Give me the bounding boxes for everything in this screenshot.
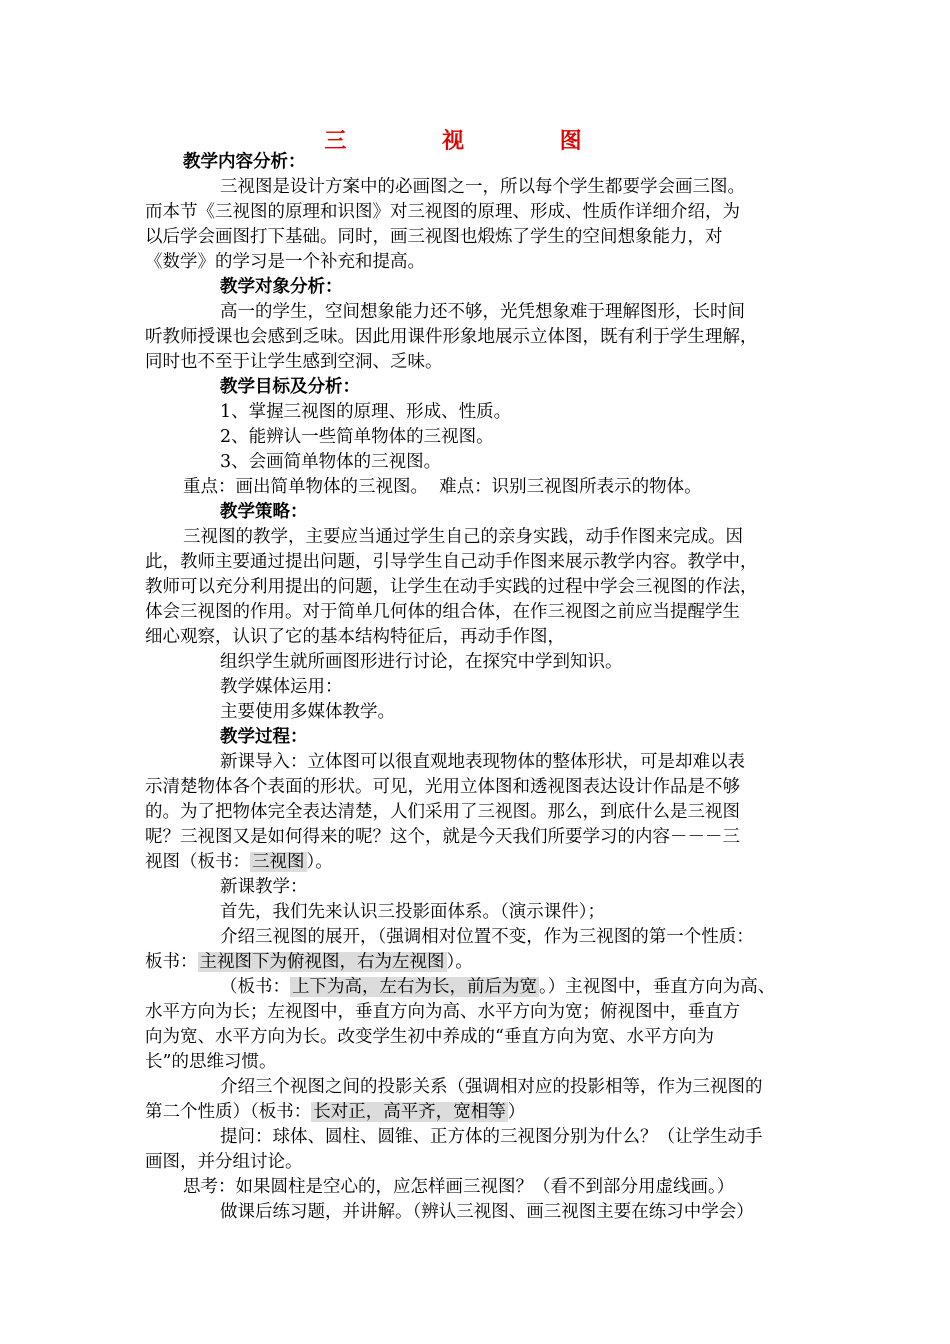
highlighted-text: 三视图 <box>252 852 305 872</box>
paragraph-line: 思考：如果圆柱是空心的，应怎样画三视图？（看不到部分用虚线画。） <box>183 1177 735 1197</box>
paragraph-line: 三视图的教学，主要应当通过学生自己的亲身实践，动手作图来完成。因 <box>183 527 743 547</box>
heading-object-analysis: 教学对象分析： <box>220 277 343 297</box>
paragraph-line: 《数学》的学习是一个补充和提高。 <box>145 252 425 272</box>
paragraph-line: 的。为了把物体完全表达清楚，人们采用了三视图。那么，到底什么是三视图 <box>145 802 740 822</box>
paragraph-line: 介绍三视图的展开，（强调相对位置不变，作为三视图的第一个性质： <box>220 927 754 947</box>
heading-process: 教学过程： <box>220 727 308 747</box>
heading-strategy: 教学策略： <box>220 502 308 522</box>
text-run: ）。 <box>446 952 473 972</box>
paragraph-line: 新课导入：立体图可以很直观地表现物体的整体形状，可是却难以表 <box>220 752 745 772</box>
paragraph-line: 教师可以充分利用提出的问题，让学生在动手实践的过程中学会三视图的作法， <box>145 577 758 597</box>
highlighted-text: 上下为高，左右为长，前后为宽 <box>292 977 537 997</box>
highlighted-text: 长对正，高平齐，宽相等 <box>313 1102 506 1122</box>
paragraph-line: 组织学生就所画图形进行讨论，在探究中学到知识。 <box>220 652 623 672</box>
paragraph-line: 听教师授课也会感到乏味。因此用课件形象地展示立体图，既有利于学生理解， <box>145 327 758 347</box>
paragraph-line: 做课后练习题，并讲解。（辨认三视图、画三视图主要在练习中学会） <box>220 1202 754 1222</box>
text-run: ） <box>507 1102 526 1122</box>
key-points: 重点：画出简单物体的三视图。 难点：识别三视图所表示的物体。 <box>183 477 702 497</box>
paragraph-line: 长”的思维习惯。 <box>145 1052 277 1072</box>
paragraph-line: 示清楚物体各个表面的形状。可见，光用立体图和透视图表达设计作品是不够 <box>145 777 740 797</box>
paragraph-line <box>220 975 880 1000</box>
paragraph-line: 画图，并分组讨论。 <box>145 1152 303 1172</box>
paragraph-line: 体会三视图的作用。对于简单几何体的组合体，在作三视图之前应当提醒学生 <box>145 602 740 622</box>
text-run: 板书： <box>145 952 198 972</box>
paragraph-line: 提问：球体、圆柱、圆锥、正方体的三视图分别为什么？（让学生动手 <box>220 1127 763 1147</box>
paragraph-line: 首先，我们先来认识三投影面体系。（演示课件）； <box>220 902 605 922</box>
paragraph-line: 水平方向为长；左视图中，垂直方向为高、水平方向为宽；俯视图中，垂直方 <box>145 1002 740 1022</box>
heading-content-analysis: 教学内容分析： <box>183 152 306 172</box>
highlighted-text: 主视图下为俯视图，右为左视图 <box>199 952 445 972</box>
list-item: 1、掌握三视图的原理、形成、性质。 <box>220 402 512 422</box>
title-text: 三 视 图 <box>324 128 626 154</box>
paragraph-line <box>145 1100 805 1125</box>
list-item: 2、能辨认一些简单物体的三视图。 <box>220 427 494 447</box>
paragraph-line: 高一的学生，空间想象能力还不够，光凭想象难于理解图形，长时间 <box>220 302 745 322</box>
paragraph-line: 介绍三个视图之间的投影关系（强调相对应的投影相等，作为三视图的 <box>220 1077 763 1097</box>
text-run: 第二个性质）（板书： <box>145 1102 312 1122</box>
media-heading: 教学媒体运用： <box>220 677 343 697</box>
paragraph-line: 同时也不至于让学生感到空洞、乏味。 <box>145 352 443 372</box>
media-text: 主要使用多媒体教学。 <box>220 702 395 722</box>
list-item: 3、会画简单物体的三视图。 <box>220 452 442 472</box>
text-run: 。）主视图中，垂直方向为高、 <box>539 977 776 997</box>
paragraph-line: 而本节《三视图的原理和识图》对三视图的原理、形成、性质作详细介绍，为 <box>145 202 740 222</box>
heading-goal-analysis: 教学目标及分析： <box>220 377 360 397</box>
paragraph-line: 此，教师主要通过提出问题，引导学生自己动手作图来展示教学内容。教学中， <box>145 552 758 572</box>
paragraph-line: 三视图是设计方案中的必画图之一，所以每个学生都要学会画三图。 <box>220 177 745 197</box>
paragraph-line: 以后学会画图打下基础。同时，画三视图也煅炼了学生的空间想象能力，对 <box>145 227 723 247</box>
paragraph-line: 呢？三视图又是如何得来的呢？这个，就是今天我们所要学习的内容－－－三 <box>145 827 740 847</box>
paragraph-line <box>145 850 805 875</box>
paragraph-line <box>145 950 805 975</box>
new-lesson-heading: 新课教学： <box>220 877 308 897</box>
text-run: ）。 <box>306 852 333 872</box>
paragraph-line: 向为宽、水平方向为长。改变学生初中养成的“垂直方向为宽、水平方向为 <box>145 1027 714 1047</box>
paragraph-line: 细心观察，认识了它的基本结构特征后，再动手作图， <box>145 627 565 647</box>
text-run: 视图（板书： <box>145 852 250 872</box>
text-run: （板书： <box>220 977 290 997</box>
